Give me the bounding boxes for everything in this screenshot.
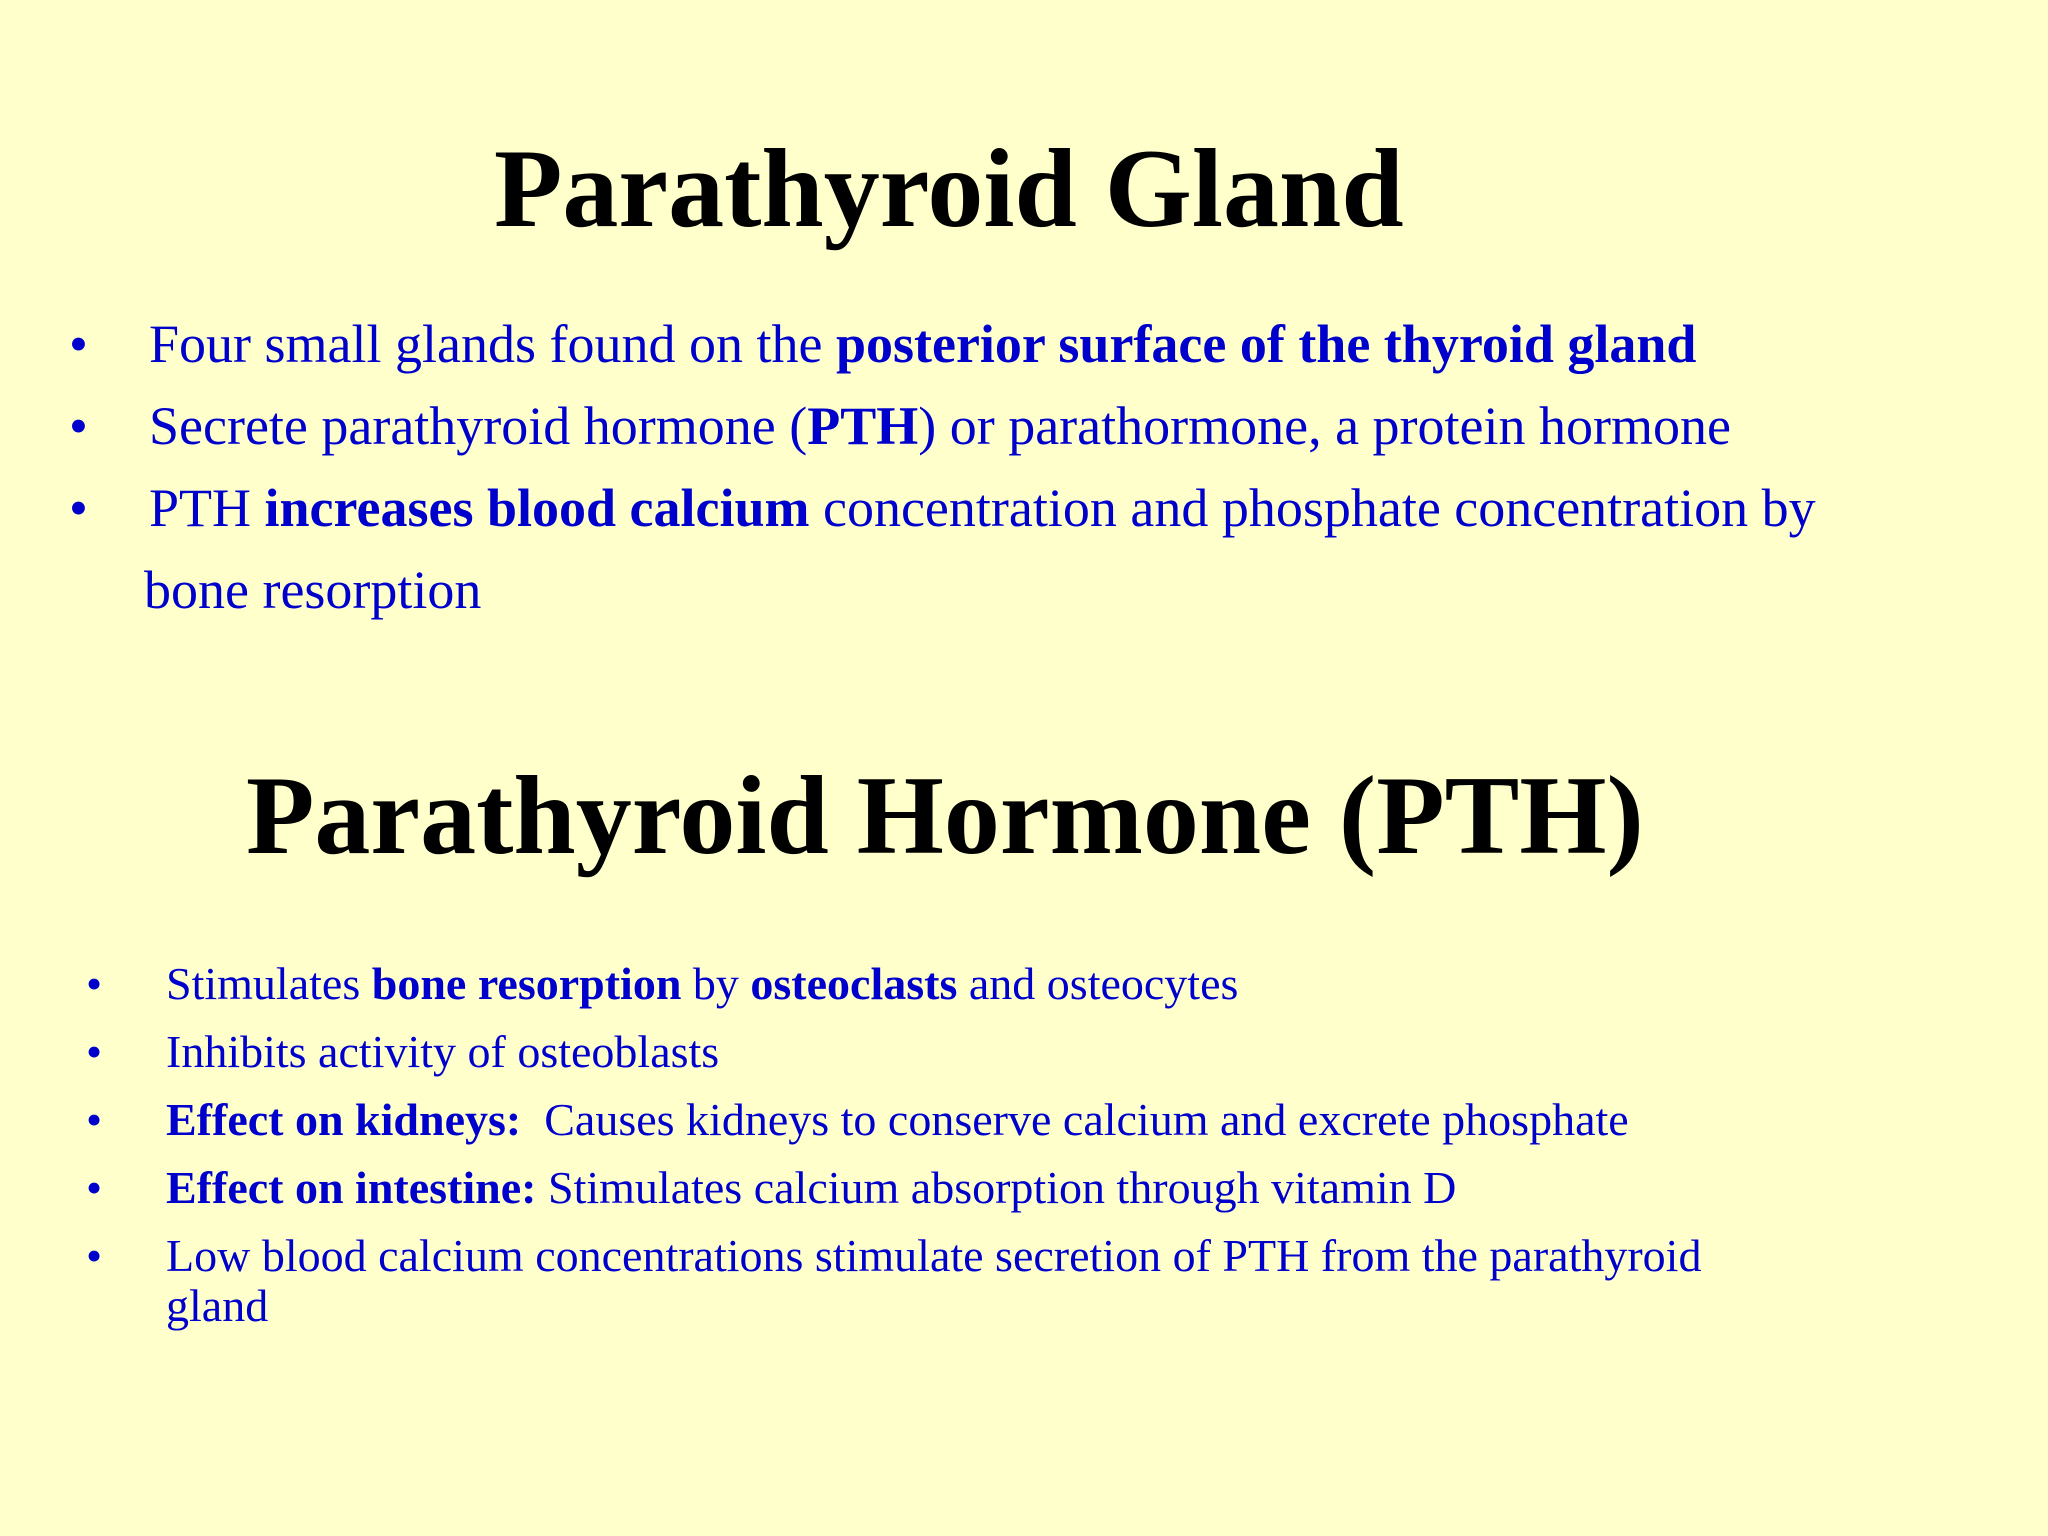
section-title-parathyroid-hormone: Parathyroid Hormone (PTH) — [246, 754, 1644, 878]
bullet-emphasis: PTH — [807, 396, 919, 456]
bullet-text: and osteocytes — [957, 958, 1239, 1009]
bullet-continuation: gland — [166, 1280, 269, 1331]
bullet-text: by — [681, 958, 751, 1009]
bullet-text: Stimulates calcium absorption through vitamin D — [536, 1162, 1457, 1213]
bullet-icon: • — [69, 314, 88, 374]
bullet-emphasis: Effect on intestine: — [166, 1162, 537, 1213]
bullet-item — [69, 303, 1816, 385]
bullet-item — [86, 1086, 1701, 1154]
bullet-text: concentration and phosphate concentration by — [809, 478, 1816, 538]
bullet-icon: • — [86, 958, 103, 1009]
bullet-text: PTH — [149, 478, 265, 538]
bullet-text: ) or parathormone, a protein hormone — [918, 396, 1731, 456]
bullet-text: Stimulates — [166, 958, 372, 1009]
bullet-emphasis: increases blood calcium — [264, 478, 810, 538]
bullet-icon: • — [69, 478, 88, 538]
bullet-icon: • — [86, 1162, 103, 1213]
bullet-item — [86, 1018, 1701, 1086]
bullet-item — [69, 385, 1816, 467]
bullet-emphasis: bone resorption — [371, 958, 682, 1009]
bullet-icon: • — [69, 396, 88, 456]
bullet-icon: • — [86, 1230, 103, 1281]
bullet-text: Causes kidneys to conserve calcium and excrete phosphate — [521, 1094, 1629, 1145]
bullet-text: Four small glands found on the — [149, 314, 836, 374]
bullet-text: Low blood calcium concentrations stimulate secretion of PTH from the parathyroid — [166, 1230, 1702, 1281]
bullet-emphasis: posterior surface of the thyroid gland — [835, 314, 1697, 374]
bullet-icon: • — [86, 1026, 103, 1077]
bullet-text: Inhibits activity of osteoblasts — [166, 1026, 720, 1077]
bullet-icon: • — [86, 1094, 103, 1145]
bullet-item — [86, 1222, 1702, 1334]
section-title-parathyroid-gland: Parathyroid Gland — [494, 127, 1404, 251]
bullet-item — [86, 1154, 1701, 1222]
bullet-text: Secrete parathyroid hormone ( — [149, 396, 808, 456]
parathyroid-gland-bullet-list — [69, 303, 1816, 631]
bullet-emphasis: osteoclasts — [750, 958, 958, 1009]
parathyroid-hormone-bullet-list — [86, 950, 1702, 1334]
bullet-item — [69, 467, 1816, 631]
bullet-continuation: bone resorption — [144, 560, 482, 620]
bullet-item — [86, 950, 1701, 1018]
bullet-emphasis: Effect on kidneys: — [166, 1094, 522, 1145]
